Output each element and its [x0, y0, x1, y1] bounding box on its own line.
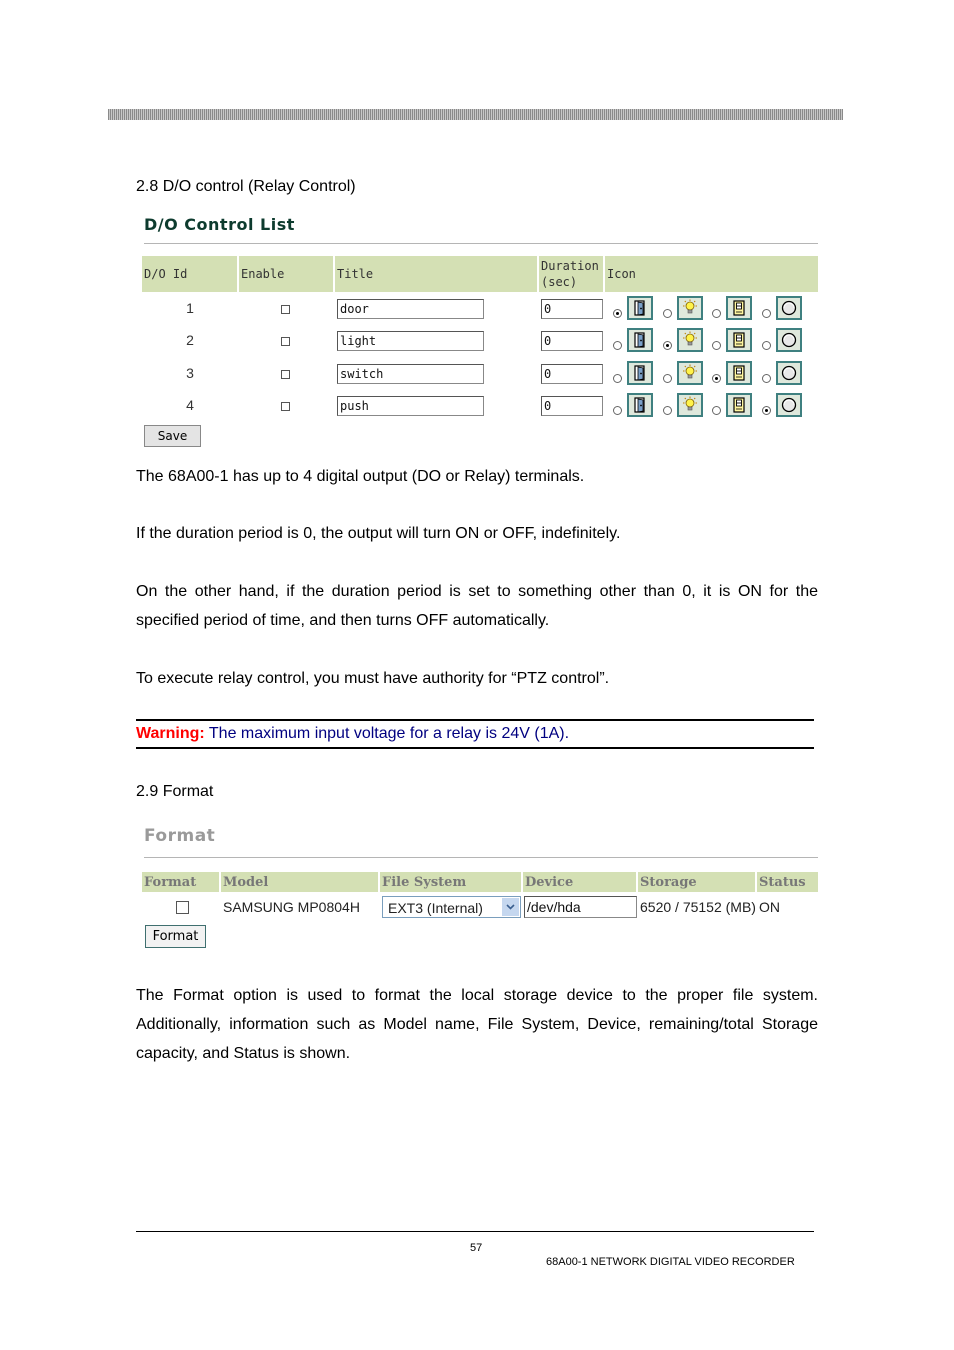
icon-radio-light-1[interactable] [663, 309, 672, 318]
warning-label: Warning: [136, 725, 205, 742]
paragraph-duration-zero: If the duration period is 0, the output will turn ON or OFF, indefinitely. [136, 525, 621, 542]
door-icon[interactable] [627, 361, 653, 385]
door-icon[interactable] [627, 296, 653, 320]
door-icon[interactable] [627, 328, 653, 352]
push-icon[interactable] [776, 361, 802, 385]
header-duration-line2: (sec) [541, 275, 578, 289]
icon-radio-switch-3[interactable] [712, 374, 721, 383]
header-storage: Storage [638, 872, 757, 892]
header-format: Format [142, 872, 221, 892]
icon-radio-push-3[interactable] [762, 374, 771, 383]
title-input-2[interactable]: light [337, 331, 484, 351]
header-icon: Icon [607, 267, 636, 281]
enable-checkbox-1[interactable] [281, 305, 290, 314]
push-icon[interactable] [776, 393, 802, 417]
door-icon[interactable] [627, 393, 653, 417]
do-panel-divider [144, 243, 818, 244]
light-icon[interactable] [677, 393, 703, 417]
duration-input-1[interactable]: 0 [541, 299, 603, 319]
header-enable: Enable [239, 256, 335, 292]
icon-radio-light-4[interactable] [663, 406, 672, 415]
do-id-2: 2 [186, 332, 194, 348]
do-id-1: 1 [186, 300, 194, 316]
device-input[interactable]: /dev/hda [524, 896, 637, 918]
format-panel-title: Format [144, 826, 216, 846]
icon-radio-push-4[interactable] [762, 406, 771, 415]
icon-radio-switch-1[interactable] [712, 309, 721, 318]
section-heading-do-control: 2.8 D/O control (Relay Control) [136, 178, 356, 195]
icon-radio-door-2[interactable] [613, 341, 622, 350]
file-system-select[interactable] [382, 896, 521, 918]
icon-radio-push-2[interactable] [762, 341, 771, 350]
format-panel-divider [144, 857, 818, 858]
header-decorative-bar [108, 109, 843, 120]
push-icon[interactable] [776, 296, 802, 320]
light-icon[interactable] [677, 296, 703, 320]
warning-bottom-rule [136, 747, 814, 749]
enable-checkbox-2[interactable] [281, 337, 290, 346]
header-model: Model [221, 872, 380, 892]
switch-icon[interactable] [726, 328, 752, 352]
enable-checkbox-4[interactable] [281, 402, 290, 411]
warning-note [136, 725, 569, 743]
format-button[interactable]: Format [145, 925, 206, 948]
switch-icon[interactable] [726, 296, 752, 320]
footer-rule [136, 1231, 814, 1232]
duration-input-2[interactable]: 0 [541, 331, 603, 351]
enable-checkbox-3[interactable] [281, 370, 290, 379]
paragraph-do-terminals: The 68A00-1 has up to 4 digital output (DO or Relay) terminals. [136, 468, 585, 485]
light-icon[interactable] [677, 361, 703, 385]
header-duration [539, 256, 605, 292]
format-select-checkbox[interactable] [176, 901, 189, 914]
icon-radio-door-3[interactable] [613, 374, 622, 383]
push-icon[interactable] [776, 328, 802, 352]
do-id-3: 3 [186, 365, 194, 381]
header-title: Title [335, 256, 539, 292]
header-status: Status [759, 874, 806, 890]
icon-radio-light-2[interactable] [663, 341, 672, 350]
format-table-header [142, 872, 818, 892]
header-duration-line1: Duration [541, 259, 599, 273]
title-input-3[interactable]: switch [337, 364, 484, 384]
paragraph-duration-nonzero: On the other hand, if the duration period is set to something other than 0, it is ON for the specified period of time, and then turns OFF automatically. [136, 583, 818, 629]
format-model-value: SAMSUNG MP0804H [223, 899, 360, 915]
paragraph-authority: To execute relay control, you must have authority for “PTZ control”. [136, 670, 610, 687]
icon-radio-light-3[interactable] [663, 374, 672, 383]
icon-radio-door-4[interactable] [613, 406, 622, 415]
footer-product-name: 68A00-1 NETWORK DIGITAL VIDEO RECORDER [546, 1256, 795, 1268]
page-number: 57 [470, 1242, 483, 1254]
do-table-header [142, 256, 818, 292]
storage-value: 6520 / 75152 (MB) [640, 899, 756, 915]
icon-radio-door-1[interactable] [613, 309, 622, 318]
save-button[interactable]: Save [144, 425, 201, 447]
duration-input-4[interactable]: 0 [541, 396, 603, 416]
header-file-system: File System [380, 872, 523, 892]
do-id-4: 4 [186, 397, 194, 413]
duration-input-3[interactable]: 0 [541, 364, 603, 384]
file-system-value: EXT3 (Internal) [388, 900, 483, 916]
switch-icon[interactable] [726, 361, 752, 385]
warning-top-rule [136, 719, 814, 721]
chevron-down-icon[interactable] [502, 898, 519, 916]
title-input-4[interactable]: push [337, 396, 484, 416]
warning-text: The maximum input voltage for a relay is 24V (1A). [204, 725, 570, 742]
paragraph-format-description: The Format option is used to format the local storage device to the proper file system. Additionally, information such as Model name, File System, Device, remaining/total Storage capacity, and Status is shown. [136, 987, 818, 1062]
do-panel-title: D/O Control List [144, 215, 295, 234]
status-value: ON [759, 899, 780, 915]
switch-icon[interactable] [726, 393, 752, 417]
icon-radio-switch-2[interactable] [712, 341, 721, 350]
icon-radio-push-1[interactable] [762, 309, 771, 318]
title-input-1[interactable]: door [337, 299, 484, 319]
header-device: Device [523, 872, 638, 892]
header-do-id: D/O Id [142, 256, 239, 292]
light-icon[interactable] [677, 328, 703, 352]
icon-radio-switch-4[interactable] [712, 406, 721, 415]
section-heading-format: 2.9 Format [136, 783, 214, 800]
